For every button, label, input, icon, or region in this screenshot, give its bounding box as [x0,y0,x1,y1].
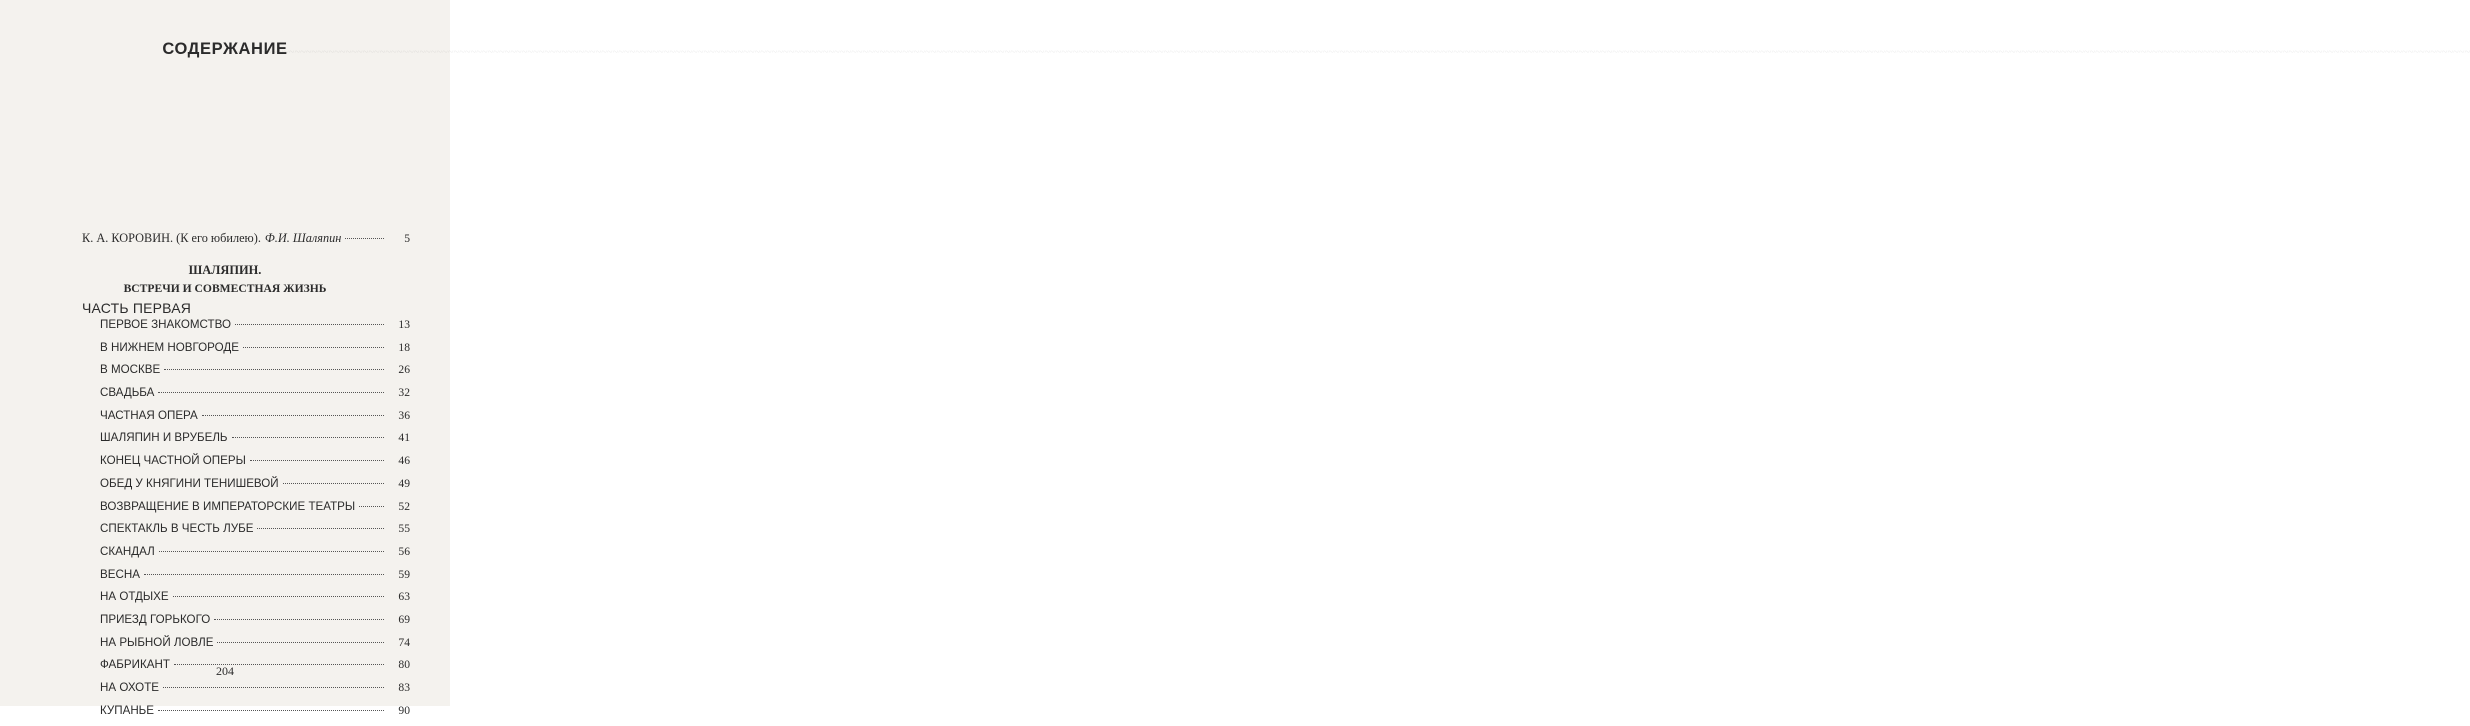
leader-dots [202,415,384,416]
toc-entry[interactable] [100,568,410,591]
toc-entry-page: 56 [398,544,410,558]
toc-entry-page: 63 [398,590,410,604]
toc-entry[interactable] [100,454,410,477]
toc-entry[interactable] [100,409,410,432]
leader-dots [144,574,384,575]
intro-entry-page: 5 [404,232,410,245]
toc-entry-page: 69 [398,612,410,626]
toc-entry-page: 26 [398,363,410,377]
toc-entry-title: КОНЕЦ ЧАСТНОЙ ОПЕРЫ [100,454,246,468]
toc-entry[interactable] [100,500,410,523]
leader-dots [232,437,384,438]
leader-dots [173,596,384,597]
toc-entry[interactable] [100,613,410,636]
toc-entry-page: 55 [398,522,410,536]
leader-dots [158,710,384,711]
toc-entry-title: ПРИЕЗД ГОРЬКОГО [100,612,211,626]
toc-entry-title: ОБЕД У КНЯГИНИ ТЕНИШЕВОЙ [100,476,279,490]
toc-entry-title: В НИЖНЕМ НОВГОРОДЕ [100,340,239,354]
toc-entry[interactable] [100,341,410,364]
toc-entry-title: ФАБРИКАНТ [100,658,170,672]
leader-dots [235,324,384,325]
toc-entry-page: 49 [398,476,410,490]
leader-dots [250,460,384,461]
toc-entry-page: 46 [398,454,410,468]
leader-dots [164,369,384,370]
toc-entry-page: 74 [398,635,410,649]
leader-dots [257,528,384,529]
toc-entry[interactable] [100,545,410,568]
toc-intro-entry[interactable] [82,231,410,246]
part-label: ЧАСТЬ ПЕРВАЯ [82,300,192,316]
toc-entry[interactable] [100,522,410,545]
leader-dots [283,483,384,484]
toc-entry-page: 83 [398,681,410,694]
reverse-side-bleed: ~~~~~~~~~~~~~~~~~~~~~~~~~~~~~~~~~~~~~~~~~~~~~~~~~~~~~~~~~~~~~~~~~~~~~~~~~~~~~~~~~~~~~~~~~~~~~~~~~~~~~~~~~~~~~~~~~~~~~~~~~~~~~~~~~~~~~~~~~~~~~~~~~~~~~~~~~~~~~~~~~~~~~~~~~~~~~~~~~~~~~~~~~~~~~~~~~~~~~~~~~~~~~~~~~~~~~~~~~~~~~~~~~~~~~~~~~~~~~~~~~~~~~~~~~~~~~~~~~~~~~~~~~~~~~~~~~~~~~~~~~~~~~~~~~~~~~~~~~~~~~~~~~~~~~~~~~~~~~~~~~~~~~~~~~~~~~~~~~~~~~~~~~~~~~~~~~~~~~~~~~~~~~~~~~~~~~~~~~~~~~~~~~~~~~~~~~~ [232,47,2470,58]
leader-dots [359,506,384,507]
toc-entry-title: ЧАСТНАЯ ОПЕРА [100,408,198,422]
leader-dots [243,347,384,348]
toc-entry-title: СПЕКТАКЛЬ В ЧЕСТЬ ЛУБЕ [100,522,254,536]
toc-entry-page: 90 [398,703,410,717]
toc-entry[interactable] [100,363,410,386]
toc-entry[interactable] [100,386,410,409]
page-number: 204 [216,664,234,678]
toc-entry[interactable] [100,681,410,704]
toc-entry-title: СВАДЬБА [100,386,155,400]
leader-dots [214,619,384,620]
toc-entry-title: НА РЫБНОЙ ЛОВЛЕ [100,635,214,649]
toc-entry-title: НА ОТДЫХЕ [100,590,169,604]
toc-entry-page: 32 [398,386,410,400]
leader-dots [159,551,384,552]
toc-entry-title: ВЕСНА [100,567,140,581]
toc-entry[interactable] [100,318,410,341]
section-subheading: ВСТРЕЧИ И СОВМЕСТНАЯ ЖИЗНЬ [123,282,327,295]
toc-entry-title: ШАЛЯПИН И ВРУБЕЛЬ [100,431,228,445]
toc-entry-title: КУПАНЬЕ [100,703,155,717]
toc-entry-page: 80 [398,658,410,672]
toc-entry-page: 13 [398,318,410,331]
toc-entry-title: В МОСКВЕ [100,363,161,377]
section-heading: ШАЛЯПИН. [188,263,262,277]
toc-entry-page: 52 [398,499,410,513]
intro-entry-author: Ф.И. Шаляпин [264,231,342,245]
toc-entry-title: СКАНДАЛ [100,544,155,558]
toc-entry-title: ВОЗВРАЩЕНИЕ В ИМПЕРАТОРСКИЕ ТЕАТРЫ [100,499,356,513]
toc-entry[interactable] [100,704,410,726]
toc-entry-page: 41 [398,431,410,445]
toc-entry[interactable] [100,636,410,659]
toc-entry[interactable] [100,431,410,454]
toc-entry-page: 36 [398,408,410,422]
leader-dots [345,238,384,239]
toc-entry-title: НА ОХОТЕ [100,681,160,694]
page-title: СОДЕРЖАНИЕ [162,40,288,58]
toc-entry-title: ПЕРВОЕ ЗНАКОМСТВО [100,318,231,331]
toc-entry-page: 59 [398,567,410,581]
toc-entry[interactable] [100,477,410,500]
toc-entry[interactable] [100,590,410,613]
leader-dots [163,687,384,688]
intro-entry-title: К. А. КОРОВИН. (К его юбилею). [82,231,261,245]
toc-entry-page: 18 [398,340,410,354]
leader-dots [217,642,384,643]
leader-dots [158,392,384,393]
